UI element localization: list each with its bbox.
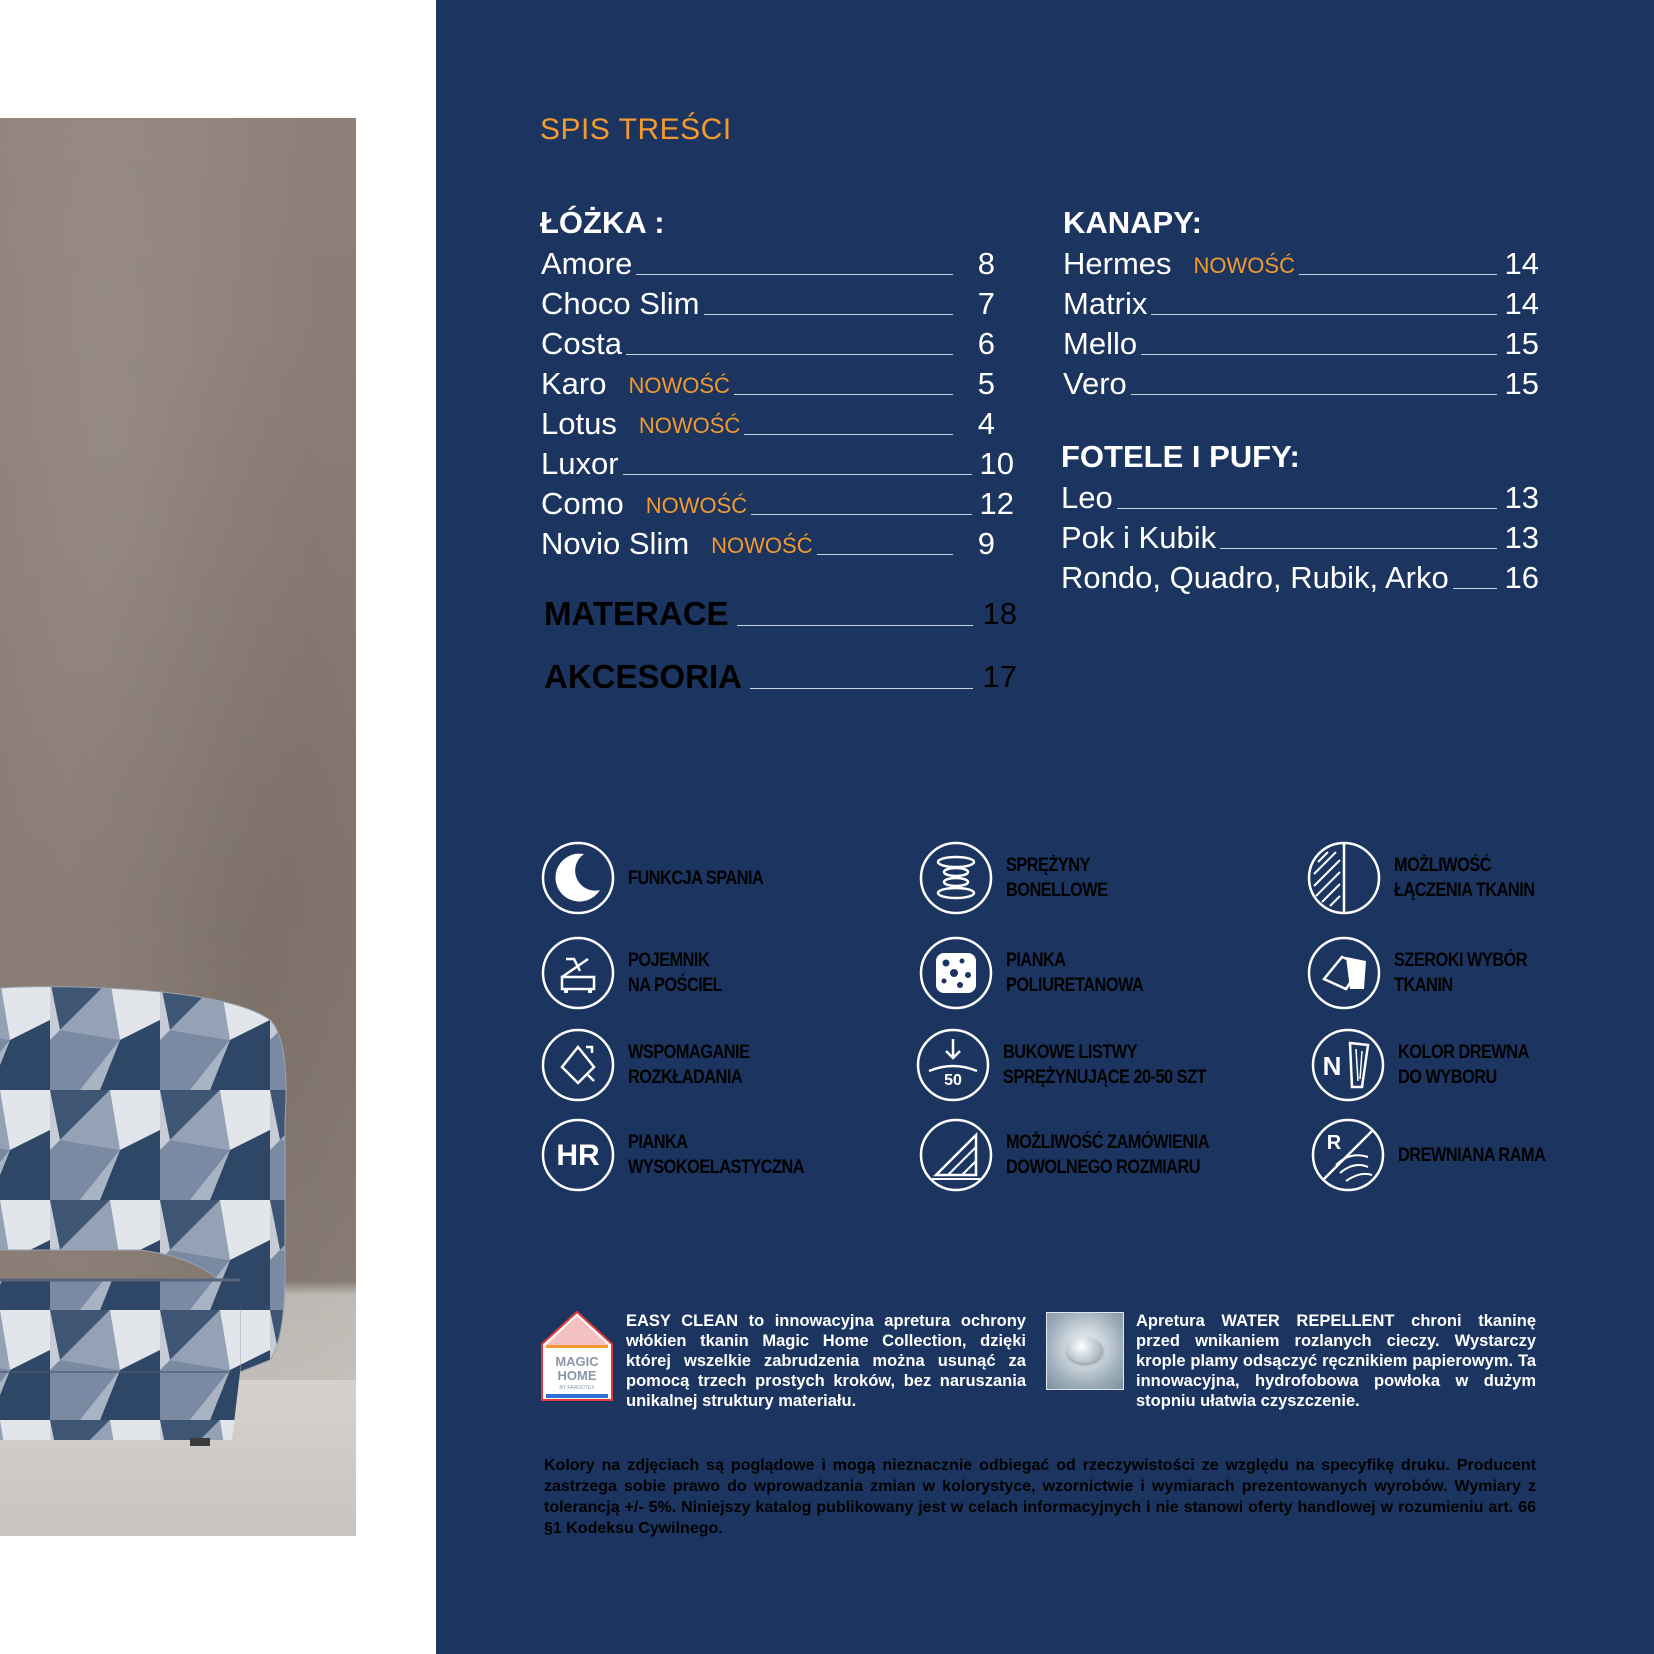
dot-leader	[1141, 354, 1497, 355]
new-badge: NOWOŚĆ	[1193, 253, 1295, 278]
entry-page: 14	[1504, 246, 1539, 281]
entry-name: Lotus	[541, 406, 617, 441]
entry-name: AKCESORIA	[544, 658, 743, 695]
entry-name: Como	[541, 486, 624, 521]
feature-label: DOWOLNEGO ROZMIARU	[1006, 1157, 1201, 1178]
feature-label: WYSOKOELASTYCZNA	[628, 1157, 805, 1178]
dot-leader	[734, 394, 953, 395]
beds-heading: ŁÓŻKA :	[540, 205, 665, 240]
feature-fabric-combination	[1306, 840, 1557, 916]
feature-label: DO WYBORU	[1398, 1067, 1497, 1088]
feature-sleep-function	[540, 840, 785, 916]
slats-icon	[915, 1027, 991, 1103]
lift-assist-icon	[540, 1027, 616, 1103]
dot-leader	[636, 274, 953, 275]
feature-custom-size	[918, 1117, 1242, 1193]
bonnell-spring-icon	[918, 840, 994, 916]
magic-home-logo-line3: BY FARGOTEX	[559, 1385, 595, 1391]
entry-name: Novio Slim	[541, 526, 690, 561]
feature-hr-foam	[540, 1117, 833, 1193]
toc-entry-novio-slim[interactable]	[541, 527, 995, 561]
feature-label: BONELLOWE	[1006, 880, 1108, 901]
toc-entry-materace[interactable]	[544, 594, 1017, 634]
wooden-frame-icon	[1310, 1117, 1386, 1193]
entry-name: Amore	[541, 246, 633, 281]
dot-leader	[1220, 548, 1497, 549]
entry-page: 8	[977, 246, 995, 281]
feature-label: ŁĄCZENIA TKANIN	[1394, 880, 1535, 901]
entry-page: 6	[977, 326, 995, 361]
toc-entry-pok-i-kubik[interactable]	[1061, 521, 1539, 555]
entry-name: Rondo, Quadro, Rubik, Arko	[1061, 560, 1449, 595]
feature-opening-assist	[540, 1027, 769, 1103]
feature-wood-color	[1310, 1027, 1550, 1103]
new-badge: NOWOŚĆ	[645, 493, 748, 518]
armchairs-heading: FOTELE I PUFY:	[1061, 439, 1300, 474]
product-photo	[0, 118, 356, 1536]
toc-entry-luxor[interactable]	[541, 447, 1014, 481]
disclaimer-text: Kolory na zdjęciach są poglądowe i mogą nieznacznie odbiegać od rzeczywistości ze względu na specyfikę druku. Producent zastrzega sobie prawo do wprowadzania zmian w kolorystyce, wzornictwie i wymiarach prezentowanych wyrobów. Wymiary z tolerancją +/- 5%. Niniejszy katalog publikowany jest w celach informacyjnych i nie stanowi oferty handlowej w rozumieniu art. 66 §1 Kodeksu Cywilnego.	[544, 1457, 1536, 1537]
entry-name: Pok i Kubik	[1061, 520, 1217, 555]
entry-page: 7	[977, 286, 995, 321]
entry-page: 14	[1504, 286, 1539, 321]
feature-beech-slats	[915, 1027, 1239, 1103]
entry-name: Choco Slim	[541, 286, 700, 321]
fabric-combine-icon	[1306, 840, 1382, 916]
feature-bonnell-springs	[918, 840, 1124, 916]
feature-label: MOŻLIWOŚĆ	[1394, 855, 1492, 876]
entry-name: Karo	[541, 366, 607, 401]
storage-box-icon	[540, 935, 616, 1011]
entry-page: 15	[1504, 366, 1539, 401]
toc-entry-lotus[interactable]	[541, 407, 995, 441]
entry-page: 13	[1504, 480, 1539, 515]
feature-fabric-choice	[1306, 935, 1549, 1011]
entry-name: Luxor	[541, 446, 619, 481]
toc-entry-choco-slim[interactable]	[541, 287, 995, 321]
feature-label: PIANKA	[1006, 950, 1066, 971]
wooden-frame-icon-text: R	[1326, 1132, 1342, 1154]
armchair-image	[0, 980, 296, 1450]
toc-entry-como[interactable]	[541, 487, 1014, 521]
toc-entry-rondo[interactable]	[1061, 561, 1539, 595]
entry-page: 13	[1504, 520, 1539, 555]
dot-leader	[751, 514, 972, 515]
dot-leader	[704, 314, 954, 315]
entry-page: 9	[977, 526, 995, 561]
magic-home-logo-line2: HOME	[557, 1368, 597, 1383]
feature-polyurethane-foam	[918, 935, 1166, 1011]
feature-label: TKANIN	[1394, 975, 1453, 996]
toc-entry-vero[interactable]	[1063, 367, 1539, 401]
feature-label: MOŻLIWOŚĆ ZAMÓWIENIA	[1006, 1132, 1209, 1153]
dot-leader	[750, 688, 973, 689]
feature-label: SZEROKI WYBÓR	[1394, 950, 1528, 971]
entry-name: Leo	[1061, 480, 1113, 515]
feature-label: KOLOR DREWNA	[1398, 1042, 1529, 1063]
magic-home-logo	[540, 1310, 614, 1402]
foam-icon	[918, 935, 994, 1011]
wood-color-icon-text: N	[1322, 1051, 1342, 1081]
toc-entry-akcesoria[interactable]	[544, 657, 1017, 697]
entry-page: 17	[982, 659, 1017, 694]
entry-page: 5	[977, 366, 995, 401]
feature-label: SPRĘŻYNY	[1006, 855, 1090, 876]
dot-leader	[1151, 314, 1497, 315]
fabric-choice-icon	[1306, 935, 1382, 1011]
magic-home-logo-line1: MAGIC	[555, 1354, 599, 1369]
feature-label: DREWNIANA RAMA	[1398, 1144, 1546, 1166]
entry-name: MATERACE	[544, 595, 729, 632]
entry-page: 4	[977, 406, 995, 441]
toc-entry-amore[interactable]	[541, 247, 995, 281]
entry-page: 10	[979, 446, 1014, 481]
feature-label: BUKOWE LISTWY	[1003, 1042, 1137, 1063]
toc-entry-hermes[interactable]	[1063, 247, 1539, 281]
feature-label: ROZKŁADANIA	[628, 1067, 743, 1088]
dot-leader	[737, 625, 973, 626]
dot-leader	[1453, 588, 1497, 589]
feature-label: NA POŚCIEL	[628, 975, 723, 996]
easy-clean-text: EASY CLEAN to innowacyjna apretura ochrony włókien tkanin Magic Home Collection, dzięki której wszelkie zabrudzenia można usunąć za pomocą trzech prostych kroków, bez naruszania unikalnej struktury materiału.	[626, 1312, 1026, 1410]
entry-page: 12	[979, 486, 1014, 521]
entry-page: 18	[982, 596, 1017, 631]
feature-bedding-storage	[540, 935, 737, 1011]
wood-color-icon	[1310, 1027, 1386, 1103]
entry-name: Mello	[1063, 326, 1138, 361]
water-drop	[1067, 1337, 1103, 1363]
dot-leader	[1299, 274, 1497, 275]
dot-leader	[626, 354, 953, 355]
entry-name: Costa	[541, 326, 622, 361]
water-repellent-text: Apretura WATER REPELLENT chroni tkaninę przed wnikaniem rozlanych cieczy. Wystarczy krople plamy odsączyć ręcznikiem papierowym. Ta innowacyjna, hydrofobowa powłoka w dużym stopniu ułatwia czyszczenie.	[1136, 1312, 1536, 1410]
toc-entry-karo[interactable]	[541, 367, 995, 401]
new-badge: NOWOŚĆ	[711, 533, 813, 558]
new-badge: NOWOŚĆ	[638, 413, 741, 438]
feature-label: FUNKCJA SPANIA	[628, 867, 764, 889]
toc-entry-matrix[interactable]	[1063, 287, 1539, 321]
toc-entry-mello[interactable]	[1063, 327, 1539, 361]
dot-leader	[623, 474, 972, 475]
sofas-heading: KANAPY:	[1063, 205, 1202, 240]
entry-name: Hermes	[1063, 246, 1172, 281]
toc-entry-leo[interactable]	[1061, 481, 1539, 515]
entry-name: Matrix	[1063, 286, 1148, 321]
water-repellent-image	[1046, 1312, 1124, 1390]
toc-entry-costa[interactable]	[541, 327, 995, 361]
feature-wooden-frame	[1310, 1117, 1569, 1193]
custom-size-icon	[918, 1117, 994, 1193]
slats-icon-text: 50	[944, 1072, 962, 1089]
dot-leader	[1117, 508, 1497, 509]
feature-label: POLIURETANOWA	[1006, 975, 1144, 996]
dot-leader	[744, 434, 953, 435]
hr-icon-text: HR	[556, 1139, 600, 1172]
dot-leader	[817, 554, 953, 555]
feature-label: WSPOMAGANIE	[628, 1042, 750, 1063]
entry-name: Vero	[1063, 366, 1127, 401]
new-badge: NOWOŚĆ	[628, 373, 730, 398]
feature-label: PIANKA	[628, 1132, 688, 1153]
entry-page: 16	[1504, 560, 1539, 595]
entry-page: 15	[1504, 326, 1539, 361]
toc-title: SPIS TREŚCI	[540, 113, 732, 146]
feature-label: SPRĘŻYNUJĄCE 20-50 SZT	[1003, 1067, 1206, 1088]
moon-icon	[540, 840, 616, 916]
feature-label: POJEMNIK	[628, 950, 710, 971]
dot-leader	[1131, 394, 1497, 395]
hr-icon	[540, 1117, 616, 1193]
